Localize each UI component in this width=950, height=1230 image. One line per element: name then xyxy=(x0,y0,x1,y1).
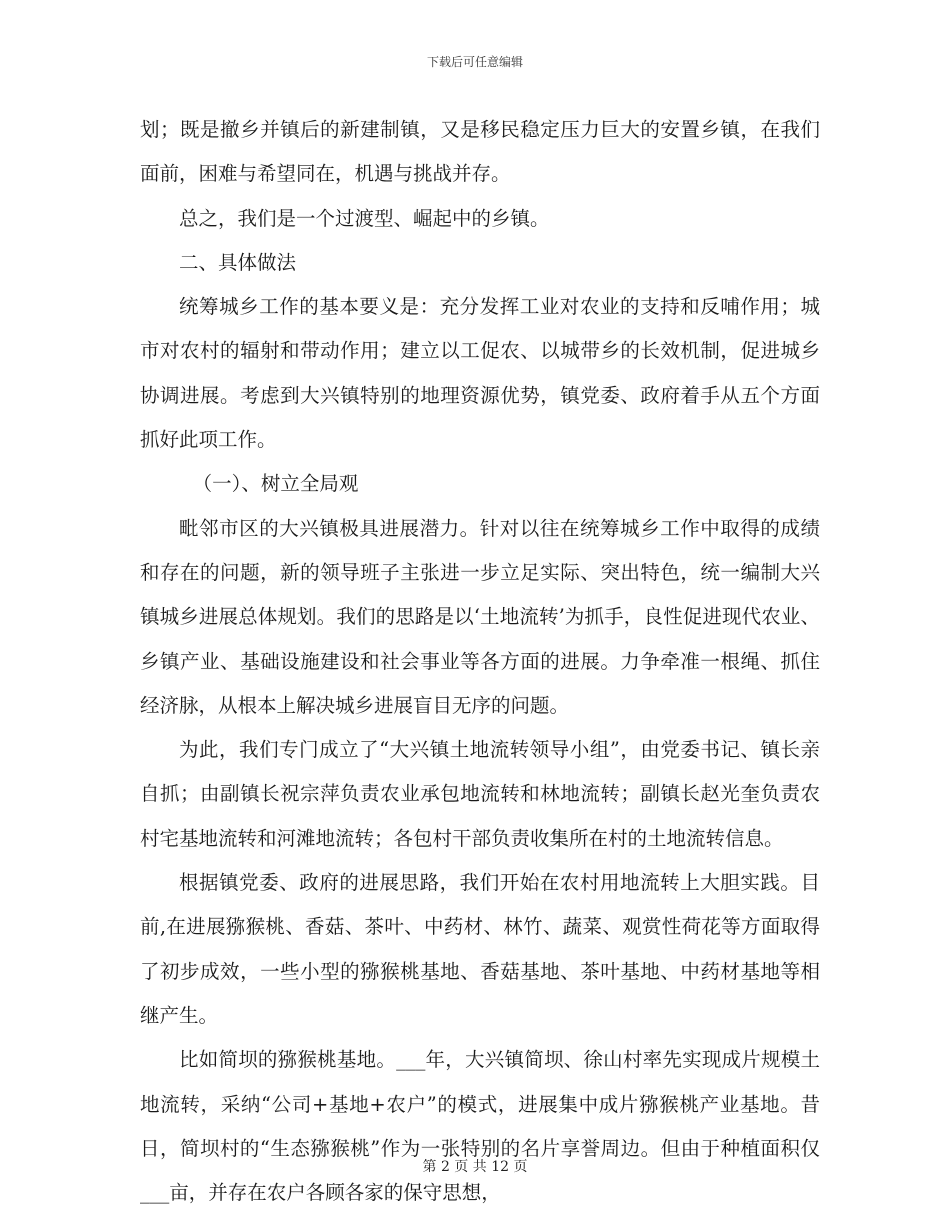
document-body xyxy=(140,108,820,1215)
section-heading: 二、具体做法 xyxy=(179,250,297,274)
subsection-heading: （一）、树立全局观 xyxy=(192,472,359,496)
page-header: 下载后可任意编辑 xyxy=(426,55,523,69)
paragraph-2: 总之，我们是一个过渡型、崛起中的乡镇。 xyxy=(179,206,550,230)
page-footer: 第 2 页 共 12 页 xyxy=(422,1159,528,1175)
paragraph-4: 毗邻市区的大兴镇极具进展潜力。针对以往在统筹城乡工作中取得的成绩和存在的问题，新的领导班子主张进一步立足实际、突出特色，统一编制大兴镇城乡进展总体规划。我们的思路是以‘土地流转’为抓手，良性促进现代农业、乡镇产业、基础设施建设和社会事业等各方面的进展。力争牵准一根绳、抓住经济脉，从根本上解决城乡进展盲目无序的问题。 xyxy=(140,516,820,717)
paragraph-1: 划；既是撤乡并镇后的新建制镇，又是移民稳定压力巨大的安置乡镇，在我们面前，困难与希望同在，机遇与挑战并存。 xyxy=(140,118,820,186)
paragraph-5: 为此，我们专门成立了“大兴镇土地流转领导小组”，由党委书记、镇长亲自抓；由副镇长祝宗萍负责农业承包地流转和林地流转；副镇长赵光奎负责农村宅基地流转和河滩地流转；各包村干部负责收集所在村的土地流转信息。 xyxy=(140,738,820,850)
paragraph-7: 比如简坝的猕猴桃基地。___年，大兴镇简坝、徐山村率先实现成片规模土地流转，采纳“公司+基地+农户”的模式，进展集中成片猕猴桃产业基地。昔日，简坝村的“生态猕猴桃”作为一张特别的名片享誉周边。但由于种植面积仅___亩，并存在农户各顾各家的保守思想， xyxy=(140,1048,820,1205)
paragraph-3: 统筹城乡工作的基本要义是：充分发挥工业对农业的支持和反哺作用；城市对农村的辐射和带动作用；建立以工促农、以城带乡的长效机制，促进城乡协调进展。考虑到大兴镇特别的地理资源优势，镇党委、政府着手从五个方面抓好此项工作。 xyxy=(140,295,820,452)
paragraph-6: 根据镇党委、政府的进展思路，我们开始在农村用地流转上大胆实践。目前,在进展猕猴桃、香菇、茶叶、中药材、林竹、蔬菜、观赏性荷花等方面取得了初步成效，一些小型的猕猴桃基地、香菇基地、茶叶基地、中药材基地等相继产生。 xyxy=(140,871,820,1027)
